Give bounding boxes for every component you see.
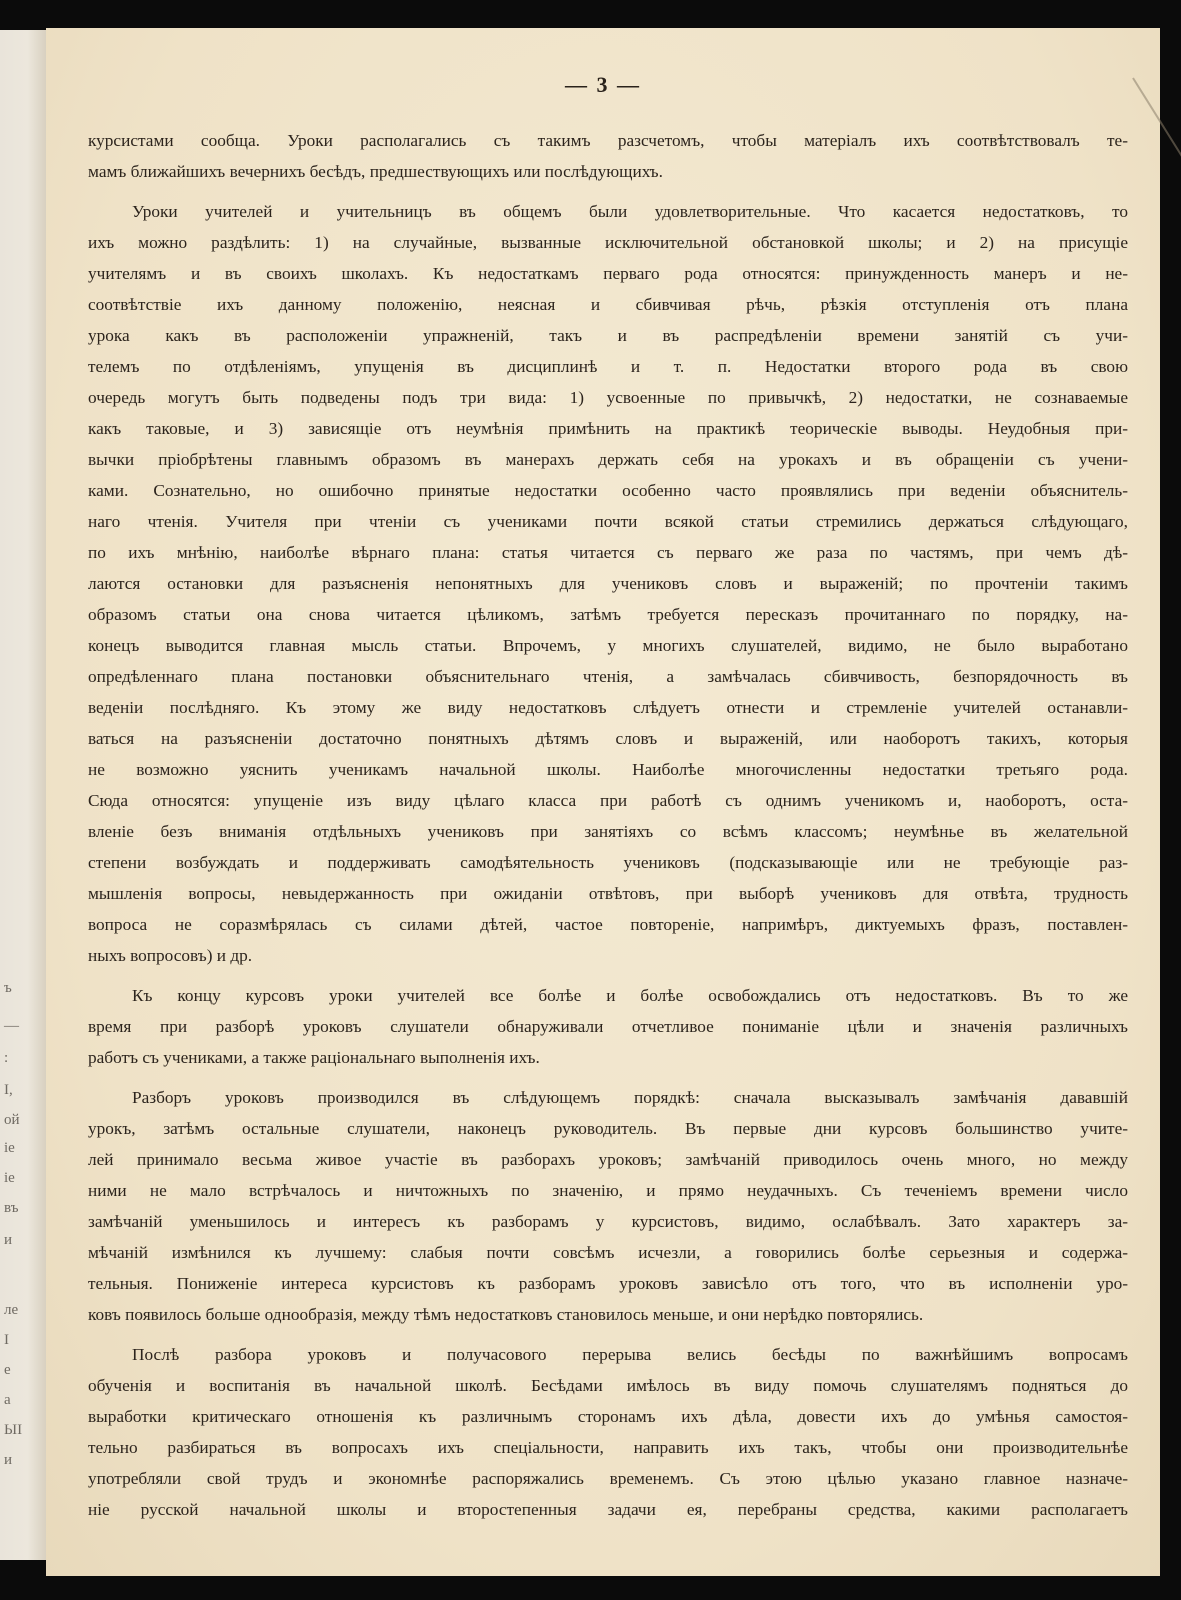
margin-fragment: и <box>4 1232 13 1248</box>
text-line: обученія и воспитанія въ начальной школѣ. Бесѣдами имѣлось въ виду помочь слушателямъ подняться до <box>88 1376 1128 1395</box>
margin-fragment: iе <box>4 1140 15 1156</box>
text-line: тельныя. Пониженіе интереса курсистовъ къ разборамъ уроковъ зависѣло отъ того, что въ исполненіи уро- <box>88 1274 1128 1293</box>
text-line: очередь могутъ быть подведены подъ три вида: 1) усвоенные по привычкѣ, 2) недостатки, не сознаваемые <box>88 388 1128 407</box>
text-line: мѣчаній измѣнился къ лучшему: слабыя почти совсѣмъ исчезли, а говорились болѣе серьезныя и содержа- <box>88 1243 1128 1262</box>
text-line: не возможно уяснить ученикамъ начальной школы. Наиболѣе многочисленны недостатки третьяго рода. <box>88 760 1128 779</box>
margin-fragment: е <box>4 1362 11 1378</box>
margin-fragment: — <box>4 1018 19 1034</box>
margin-fragment: iе <box>4 1170 15 1186</box>
text-line: работъ съ учениками, а также раціональнаго выполненія ихъ. <box>88 1048 540 1067</box>
text-line: по ихъ мнѣнію, наиболѣе вѣрнаго плана: статья читается съ перваго же раза по частямъ, при чемъ дѣ- <box>88 543 1128 562</box>
text-line: лей принимало весьма живое участіе въ разборахъ уроковъ; замѣчаній приводилось очень много, но между <box>88 1150 1128 1169</box>
margin-fragment: и <box>4 1452 13 1468</box>
text-line: образомъ статьи она снова читается цѣликомъ, затѣмъ требуется пересказъ прочитаннаго по порядку, на- <box>88 605 1128 624</box>
text-line: Уроки учителей и учительницъ въ общемъ были удовлетворительные. Что касается недостатковъ, то <box>132 202 1128 221</box>
text-line: ваться на разъясненіи достаточно понятныхъ дѣтямъ словъ и выраженій, или наоборотъ такихъ, которыя <box>88 729 1128 748</box>
text-line: урокъ, затѣмъ остальные слушатели, наконецъ руководитель. Въ первые дни курсовъ большинство учите- <box>88 1119 1128 1138</box>
page-number: — 3 — <box>565 72 641 97</box>
text-line: время при разборѣ уроковъ слушатели обнаруживали отчетливое пониманіе цѣли и значенія различныхъ <box>88 1017 1128 1036</box>
text-line: ковъ появилось больше однообразія, между тѣмъ недостатковъ становилось меньше, и они нерѣдко повторялись. <box>88 1305 924 1324</box>
text-line: опредѣленнаго плана постановки объяснительнаго чтенія, а замѣчалась сбивчивость, безпорядочность въ <box>88 667 1128 686</box>
text-line: замѣчаній уменьшилось и интересъ къ разборамъ у курсистовъ, видимо, ослабѣвалъ. Зато характеръ за- <box>88 1212 1128 1231</box>
text-line: Разборъ уроковъ производился въ слѣдующемъ порядкѣ: сначала высказывалъ замѣчанія дававшій <box>132 1088 1128 1107</box>
body-text <box>88 125 1128 1525</box>
text-line: мамъ ближайшихъ вечернихъ бесѣдъ, предшествующихъ или послѣдующихъ. <box>88 162 663 181</box>
text-line: степени возбуждать и поддерживать самодѣятельность учениковъ (подсказывающіе или не требующіе раз- <box>88 853 1128 872</box>
margin-fragment: I <box>4 1332 9 1348</box>
text-line: ками. Сознательно, но ошибочно принятые недостатки особенно часто проявлялись при веденіи объяснитель- <box>88 481 1128 500</box>
paper-fold-mark <box>1132 77 1181 222</box>
text-line: вопроса не соразмѣрялась съ силами дѣтей, частое повтореніе, напримѣръ, диктуемыхъ фразъ, поставлен- <box>88 915 1128 934</box>
text-line: Сюда относятся: упущеніе изъ виду цѣлаго класса при работѣ съ однимъ ученикомъ и, наоборотъ, оста- <box>88 791 1128 810</box>
document-page <box>46 28 1160 1576</box>
text-line: употребляли свой трудъ и экономнѣе распоряжались временемъ. Съ этою цѣлью указано главное назначе- <box>88 1469 1128 1488</box>
text-line: Послѣ разбора уроковъ и получасового перерыва велись бесѣды по важнѣйшимъ вопросамъ <box>132 1345 1128 1364</box>
text-line: ихъ можно раздѣлить: 1) на случайные, вызванные исключительной обстановкой школы; и 2) на присущіе <box>88 233 1128 252</box>
text-line: тельно разбираться въ вопросахъ ихъ спеціальности, направить ихъ такъ, чтобы они производительнѣе <box>88 1438 1128 1457</box>
text-line: веденіи послѣдняго. Къ этому же виду недостатковъ слѣдуетъ отнести и стремленіе учителей останавли- <box>88 698 1128 717</box>
text-line: телемъ по отдѣленіямъ, упущенія въ дисциплинѣ и т. п. Недостатки второго рода въ свою <box>88 357 1128 376</box>
text-line: ныхъ вопросовъ) и др. <box>88 946 253 965</box>
text-line: ніе русской начальной школы и второстепенныя задачи ея, перебраны средства, какими располагаетъ <box>88 1500 1128 1519</box>
margin-fragment: ой <box>4 1112 20 1128</box>
text-line: наго чтенія. Учителя при чтеніи съ учениками почти всякой статьи стремились держаться слѣдующаго, <box>88 512 1128 531</box>
margin-fragment: въ <box>4 1200 19 1216</box>
text-line: вленіе безъ вниманія отдѣльныхъ учениковъ при занятіяхъ со всѣмъ классомъ; неумѣнье въ желательной <box>88 822 1128 841</box>
text-line: конецъ выводится главная мысль статьи. Впрочемъ, у многихъ слушателей, видимо, не было выработано <box>88 636 1128 655</box>
text-line: курсистами сообща. Уроки располагались съ такимъ разсчетомъ, чтобы матеріалъ ихъ соотвѣтствовалъ те- <box>88 131 1128 150</box>
margin-fragment: ЫI <box>4 1422 23 1438</box>
margin-fragment: ъ <box>4 980 12 996</box>
previous-page-edge <box>0 30 46 1560</box>
text-line: соотвѣтствіе ихъ данному положенію, неясная и сбивчивая рѣчь, рѣзкія отступленія отъ плана <box>88 295 1128 314</box>
text-line: лаются остановки для разъясненія непонятныхъ для учениковъ словъ и выраженій; по прочтеніи такимъ <box>88 574 1128 593</box>
text-line: ними не мало встрѣчалось и ничтожныхъ по значенію, и прямо неудачныхъ. Съ теченіемъ времени число <box>88 1181 1128 1200</box>
text-line: урока какъ въ расположеніи упражненій, такъ и въ распредѣленіи времени занятій съ учи- <box>88 326 1128 345</box>
margin-fragment: а <box>4 1392 11 1408</box>
margin-fragment: ле <box>4 1302 19 1318</box>
text-line: учителямъ и въ своихъ школахъ. Къ недостаткамъ перваго рода относятся: принужденность манеръ и не- <box>88 264 1128 283</box>
text-line: какъ таковые, и 3) зависящіе отъ неумѣнія примѣнить на практикѣ теорическіе выводы. Неудобныя при- <box>88 419 1128 438</box>
text-line: мышленія вопросы, невыдержанность при ожиданіи отвѣтовъ, при выборѣ учениковъ для отвѣта, трудность <box>88 884 1128 903</box>
text-line: Къ концу курсовъ уроки учителей все болѣе и болѣе освобождались отъ недостатковъ. Въ то же <box>132 986 1128 1005</box>
margin-fragment: I, <box>4 1082 13 1098</box>
margin-fragment: : <box>4 1050 9 1066</box>
text-line: вычки пріобрѣтены главнымъ образомъ въ манерахъ держать себя на урокахъ и въ обращеніи съ учени- <box>88 450 1128 469</box>
text-line: выработки критическаго отношенія къ различнымъ сторонамъ ихъ дѣла, довести ихъ до умѣнья самостоя- <box>88 1407 1128 1426</box>
